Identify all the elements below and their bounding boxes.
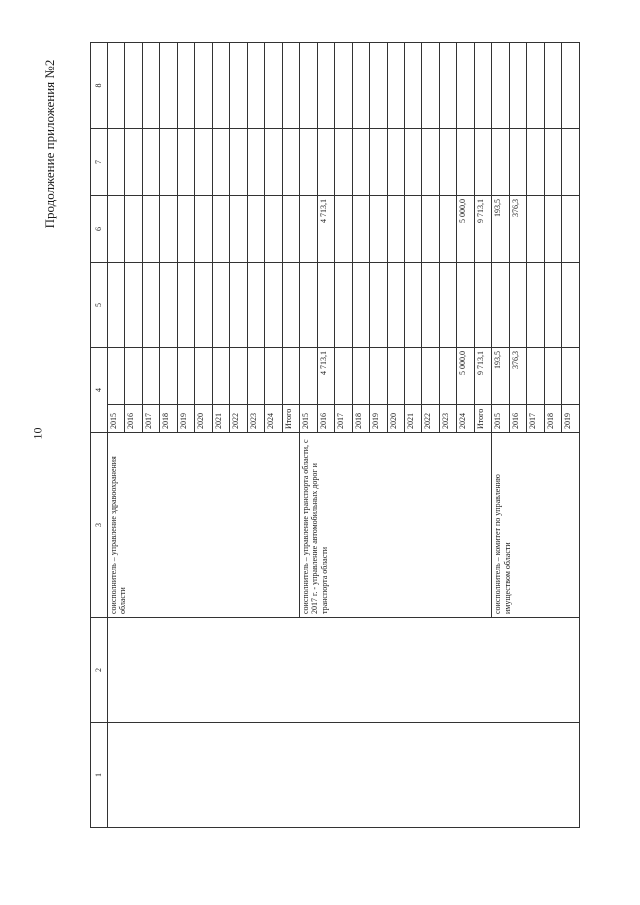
amount-cell-col4 xyxy=(125,348,142,405)
amount-cell-col8 xyxy=(544,43,561,129)
amount-cell-col6 xyxy=(142,196,159,263)
amount-cell-col4 xyxy=(195,348,212,405)
column-header: 5 xyxy=(91,263,108,348)
amount-cell-col5 xyxy=(422,263,439,348)
amount-cell-col6: 9 713,1 xyxy=(474,196,491,263)
amount-cell-col7 xyxy=(247,129,264,196)
amount-cell-col8 xyxy=(457,43,474,129)
year-cell: 2023 xyxy=(247,405,264,433)
year-cell: 2015 xyxy=(300,405,317,433)
year-cell: 2016 xyxy=(509,405,526,433)
amount-cell-col5 xyxy=(230,263,247,348)
amount-cell-col8 xyxy=(282,43,299,129)
amount-cell-col5 xyxy=(125,263,142,348)
amount-cell-col5 xyxy=(457,263,474,348)
amount-cell-col6 xyxy=(562,196,580,263)
amount-cell-col7 xyxy=(370,129,387,196)
amount-cell-col7 xyxy=(230,129,247,196)
amount-cell-col8 xyxy=(265,43,282,129)
amount-cell-col8 xyxy=(370,43,387,129)
amount-cell-col4: 9 713,1 xyxy=(474,348,491,405)
amount-cell-col6 xyxy=(544,196,561,263)
amount-cell-col7 xyxy=(177,129,194,196)
column-header: 2 xyxy=(91,618,108,723)
amount-cell-col5 xyxy=(335,263,352,348)
amount-cell-col5 xyxy=(474,263,491,348)
amount-cell-col6: 193,5 xyxy=(492,196,509,263)
amount-cell-col4 xyxy=(160,348,177,405)
amount-cell-col6 xyxy=(282,196,299,263)
year-cell: 2023 xyxy=(439,405,456,433)
amount-cell-col5 xyxy=(108,263,125,348)
amount-cell-col5 xyxy=(527,263,544,348)
amount-cell-col4 xyxy=(335,348,352,405)
amount-cell-col4 xyxy=(422,348,439,405)
amount-cell-col8 xyxy=(247,43,264,129)
amount-cell-col6 xyxy=(335,196,352,263)
amount-cell-col7 xyxy=(527,129,544,196)
amount-cell-col6 xyxy=(387,196,404,263)
amount-cell-col7 xyxy=(142,129,159,196)
year-cell: 2017 xyxy=(527,405,544,433)
amount-cell-col5 xyxy=(509,263,526,348)
amount-cell-col4 xyxy=(387,348,404,405)
amount-cell-col5 xyxy=(387,263,404,348)
amount-cell-col7 xyxy=(492,129,509,196)
amount-cell-col4: 193,5 xyxy=(492,348,509,405)
amount-cell-col4 xyxy=(527,348,544,405)
amount-cell-col4: 376,3 xyxy=(509,348,526,405)
amount-cell-col6 xyxy=(230,196,247,263)
amount-cell-col8 xyxy=(177,43,194,129)
amount-cell-col8 xyxy=(404,43,421,129)
year-cell: 2017 xyxy=(335,405,352,433)
amount-cell-col6: 376,3 xyxy=(509,196,526,263)
year-cell: 2022 xyxy=(230,405,247,433)
year-cell: 2020 xyxy=(387,405,404,433)
amount-cell-col8 xyxy=(335,43,352,129)
amount-cell-col7 xyxy=(439,129,456,196)
year-cell: Итого xyxy=(474,405,491,433)
amount-cell-col8 xyxy=(317,43,334,129)
amount-cell-col4 xyxy=(562,348,580,405)
amount-cell-col8 xyxy=(422,43,439,129)
amount-cell-col5 xyxy=(265,263,282,348)
page-number: 10 xyxy=(30,427,45,440)
amount-cell-col5 xyxy=(544,263,561,348)
amount-cell-col5 xyxy=(404,263,421,348)
amount-cell-col6: 4 713,1 xyxy=(317,196,334,263)
amount-cell-col5 xyxy=(492,263,509,348)
amount-cell-col8 xyxy=(562,43,580,129)
amount-cell-col6 xyxy=(370,196,387,263)
amount-cell-col8 xyxy=(492,43,509,129)
year-cell: 2018 xyxy=(352,405,369,433)
amount-cell-col4: 4 713,1 xyxy=(317,348,334,405)
amount-cell-col5 xyxy=(160,263,177,348)
amount-cell-col8 xyxy=(195,43,212,129)
amount-cell-col7 xyxy=(352,129,369,196)
amount-cell-col7 xyxy=(282,129,299,196)
amount-cell-col8 xyxy=(125,43,142,129)
amount-cell-col4 xyxy=(300,348,317,405)
amount-cell-col7 xyxy=(509,129,526,196)
amount-cell-col8 xyxy=(212,43,229,129)
year-cell: 2022 xyxy=(422,405,439,433)
executor-cell: соисполнитель – управление транспорта области, с 2017 г. - управление автомобильных дорог и транспорта области xyxy=(300,433,492,618)
amount-cell-col8 xyxy=(439,43,456,129)
amount-cell-col5 xyxy=(562,263,580,348)
amount-cell-col5 xyxy=(195,263,212,348)
year-cell: 2016 xyxy=(317,405,334,433)
col2-cell xyxy=(108,618,580,723)
amount-cell-col8 xyxy=(352,43,369,129)
amount-cell-col6 xyxy=(125,196,142,263)
amount-cell-col4 xyxy=(352,348,369,405)
col1-cell xyxy=(108,723,580,828)
amount-cell-col4 xyxy=(404,348,421,405)
year-cell: 2019 xyxy=(177,405,194,433)
funding-table xyxy=(90,42,580,828)
year-cell: 2017 xyxy=(142,405,159,433)
column-header: 7 xyxy=(91,129,108,196)
amount-cell-col5 xyxy=(282,263,299,348)
amount-cell-col4 xyxy=(439,348,456,405)
amount-cell-col7 xyxy=(387,129,404,196)
amount-cell-col7 xyxy=(474,129,491,196)
amount-cell-col7 xyxy=(544,129,561,196)
year-cell: 2018 xyxy=(160,405,177,433)
amount-cell-col7 xyxy=(404,129,421,196)
amount-cell-col5 xyxy=(352,263,369,348)
year-cell: 2019 xyxy=(562,405,580,433)
amount-cell-col8 xyxy=(142,43,159,129)
amount-cell-col5 xyxy=(247,263,264,348)
column-header-row xyxy=(91,43,108,828)
year-cell: 2015 xyxy=(108,405,125,433)
amount-cell-col7 xyxy=(335,129,352,196)
amount-cell-col4 xyxy=(247,348,264,405)
amount-cell-col6 xyxy=(422,196,439,263)
amount-cell-col6 xyxy=(439,196,456,263)
amount-cell-col7 xyxy=(562,129,580,196)
amount-cell-col8 xyxy=(509,43,526,129)
year-cell: 2021 xyxy=(404,405,421,433)
amount-cell-col4: 5 000,0 xyxy=(457,348,474,405)
year-cell: 2024 xyxy=(265,405,282,433)
amount-cell-col4 xyxy=(212,348,229,405)
table-body xyxy=(91,43,580,828)
amount-cell-col6 xyxy=(352,196,369,263)
executor-cell: соисполнитель – управление здравоохранения области xyxy=(108,433,300,618)
amount-cell-col7 xyxy=(300,129,317,196)
amount-cell-col5 xyxy=(317,263,334,348)
amount-cell-col4 xyxy=(544,348,561,405)
amount-cell-col4 xyxy=(370,348,387,405)
amount-cell-col7 xyxy=(195,129,212,196)
amount-cell-col7 xyxy=(457,129,474,196)
year-cell: 2015 xyxy=(492,405,509,433)
amount-cell-col6 xyxy=(300,196,317,263)
column-header: 3 xyxy=(91,433,108,618)
amount-cell-col6 xyxy=(527,196,544,263)
column-header: 1 xyxy=(91,723,108,828)
amount-cell-col4 xyxy=(265,348,282,405)
amount-cell-col4 xyxy=(230,348,247,405)
amount-cell-col5 xyxy=(212,263,229,348)
column-header: 8 xyxy=(91,43,108,129)
year-cell: 2024 xyxy=(457,405,474,433)
amount-cell-col5 xyxy=(177,263,194,348)
executor-cell: соисполнитель – комитет по управлению имуществом области xyxy=(492,433,580,618)
amount-cell-col8 xyxy=(230,43,247,129)
amount-cell-col8 xyxy=(300,43,317,129)
amount-cell-col6 xyxy=(265,196,282,263)
amount-cell-col5 xyxy=(439,263,456,348)
amount-cell-col8 xyxy=(387,43,404,129)
table-frame xyxy=(90,43,580,828)
amount-cell-col7 xyxy=(160,129,177,196)
rotated-table-container xyxy=(90,43,580,828)
amount-cell-col7 xyxy=(265,129,282,196)
amount-cell-col4 xyxy=(282,348,299,405)
amount-cell-col8 xyxy=(108,43,125,129)
amount-cell-col5 xyxy=(300,263,317,348)
year-cell: 2020 xyxy=(195,405,212,433)
amount-cell-col6 xyxy=(247,196,264,263)
column-header: 6 xyxy=(91,196,108,263)
amount-cell-col4 xyxy=(108,348,125,405)
amount-cell-col6 xyxy=(177,196,194,263)
column-header: 4 xyxy=(91,348,108,433)
amount-cell-col7 xyxy=(212,129,229,196)
amount-cell-col7 xyxy=(125,129,142,196)
year-cell: 2021 xyxy=(212,405,229,433)
amount-cell-col7 xyxy=(317,129,334,196)
appendix-heading: Продолжение приложения №2 xyxy=(42,59,57,229)
amount-cell-col6: 5 000,0 xyxy=(457,196,474,263)
amount-cell-col7 xyxy=(108,129,125,196)
year-cell: 2016 xyxy=(125,405,142,433)
amount-cell-col4 xyxy=(142,348,159,405)
amount-cell-col5 xyxy=(142,263,159,348)
year-cell: 2019 xyxy=(370,405,387,433)
amount-cell-col6 xyxy=(108,196,125,263)
amount-cell-col8 xyxy=(160,43,177,129)
amount-cell-col6 xyxy=(195,196,212,263)
amount-cell-col4 xyxy=(177,348,194,405)
table-row xyxy=(108,43,125,828)
amount-cell-col6 xyxy=(404,196,421,263)
amount-cell-col8 xyxy=(474,43,491,129)
amount-cell-col6 xyxy=(160,196,177,263)
amount-cell-col6 xyxy=(212,196,229,263)
amount-cell-col5 xyxy=(370,263,387,348)
amount-cell-col8 xyxy=(527,43,544,129)
amount-cell-col7 xyxy=(422,129,439,196)
year-cell: 2018 xyxy=(544,405,561,433)
year-cell: Итого xyxy=(282,405,299,433)
